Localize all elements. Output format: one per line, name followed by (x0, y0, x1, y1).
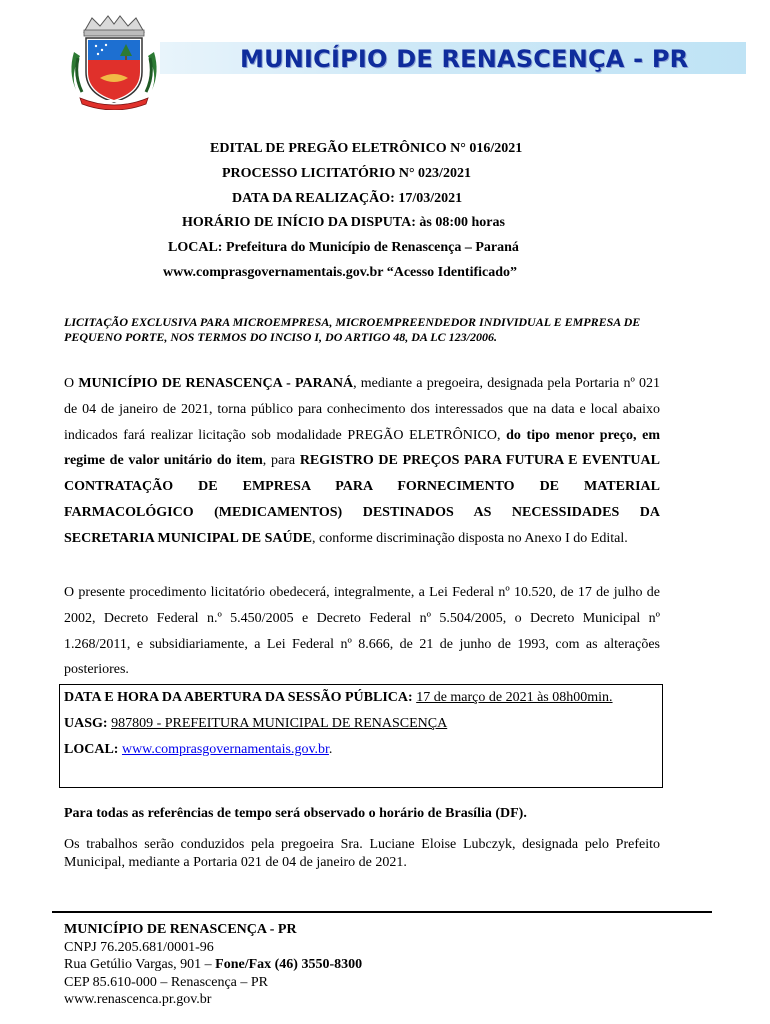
legal-basis-paragraph: O presente procedimento licitatório obedecerá, integralmente, a Lei Federal nº 10.520, de 17 de julho de 2002, Decreto Federal n.º 5.450/2005 e Decreto Federal nº 5.504/2005, o Decreto Municipal nº 1.268/2011, e subsidiariamente, a Lei Federal nº 8.666, de 21 de junho de 1993, com as alterações posteriores. (64, 585, 660, 678)
website-line: www.comprasgovernamentais.gov.br “Acesso Identificado” (163, 264, 518, 280)
uasg-value: 987809 - PREFEITURA MUNICIPAL DE RENASCENÇA (111, 716, 448, 731)
footer-address: Rua Getúlio Vargas, 901 – (64, 957, 216, 972)
uasg-label: UASG: (64, 716, 108, 731)
intro-text-2: , para (262, 453, 300, 469)
intro-text-1: , mediante a pregoeira, designada pela Portaria nº 021 de 04 de janeiro de 2021, torna público para conhecimento dos interessados que na data e local abaixo indicados fará realizar licitação sob modalidade PREGÃO ELETRÔNICO, (64, 376, 660, 443)
exclusive-bidding-notice: LICITAÇÃO EXCLUSIVA PARA MICROEMPRESA, MICROEMPREENDEDOR INDIVIDUAL E EMPRESA DE PEQUENO PORTE, NOS TERMOS DO INCISO I, DO ARTIGO 48, DA LC 123/2006. (64, 315, 641, 344)
footer-name: MUNICÍPIO DE RENASCENÇA - PR (64, 922, 297, 937)
opening-label: DATA E HORA DA ABERTURA DA SESSÃO PÚBLICA: (64, 690, 413, 705)
header-title: MUNICÍPIO DE RENASCENÇA - PR (240, 45, 689, 73)
time-reference-note: Para todas as referências de tempo será observado o horário de Brasília (DF). (64, 806, 527, 821)
uasg-row (64, 711, 658, 737)
intro-lead: O (64, 376, 79, 391)
footer-phone: Fone/Fax (46) 3550-8300 (215, 957, 363, 972)
opening-value: 17 de março de 2021 às 08h00min. (416, 690, 613, 705)
intro-municipality: MUNICÍPIO DE RENASCENÇA - PARANÁ (78, 376, 354, 391)
session-info-box (59, 684, 663, 788)
intro-object: REGISTRO DE PREÇOS PARA FUTURA E EVENTUAL CONTRATAÇÃO DE EMPRESA PARA FORNECIMENTO DE MATERIAL FARMACOLÓGICO (MEDICAMENTOS) DESTINADOS AS NECESSIDADES DA SECRETARIA MUNICIPAL DE SAÚDE (64, 453, 660, 546)
realization-date: DATA DA REALIZAÇÃO: 17/03/2021 (232, 190, 463, 206)
footer-divider (52, 911, 712, 913)
local-label: LOCAL: (64, 742, 119, 757)
municipal-crest-logo (66, 12, 162, 110)
process-number: PROCESSO LICITATÓRIO N° 023/2021 (222, 165, 471, 181)
edital-title-block (60, 137, 660, 286)
local-link[interactable]: www.comprasgovernamentais.gov.br (121, 742, 329, 757)
footer-cep: CEP 85.610-000 – Renascença – PR (64, 974, 269, 990)
local-end: . (328, 742, 333, 757)
footer-address-line (64, 956, 664, 974)
footer-cnpj: CNPJ 76.205.681/0001-96 (64, 939, 214, 955)
opening-row (64, 685, 658, 711)
intro-type: do tipo menor preço, em regime de valor unitário do item (64, 427, 660, 469)
footer-website: www.renascenca.pr.gov.br (64, 992, 212, 1007)
dispute-start-time: HORÁRIO DE INÍCIO DA DISPUTA: às 08:00 horas (182, 215, 505, 231)
intro-text-3: , conforme discriminação disposta no Anexo I do Edital. (312, 530, 628, 546)
footer (64, 921, 664, 1009)
location-line: LOCAL: Prefeitura do Município de Renascença – Paraná (168, 240, 519, 256)
intro-paragraph (64, 371, 660, 552)
edital-number: EDITAL DE PREGÃO ELETRÔNICO N° 016/2021 (210, 141, 523, 156)
local-row (64, 737, 658, 763)
works-paragraph: Os trabalhos serão conduzidos pela pregoeira Sra. Luciane Eloise Lubczyk, designada pelo Prefeito Municipal, mediante a Portaria 021 de 04 de janeiro de 2021. (64, 837, 660, 870)
